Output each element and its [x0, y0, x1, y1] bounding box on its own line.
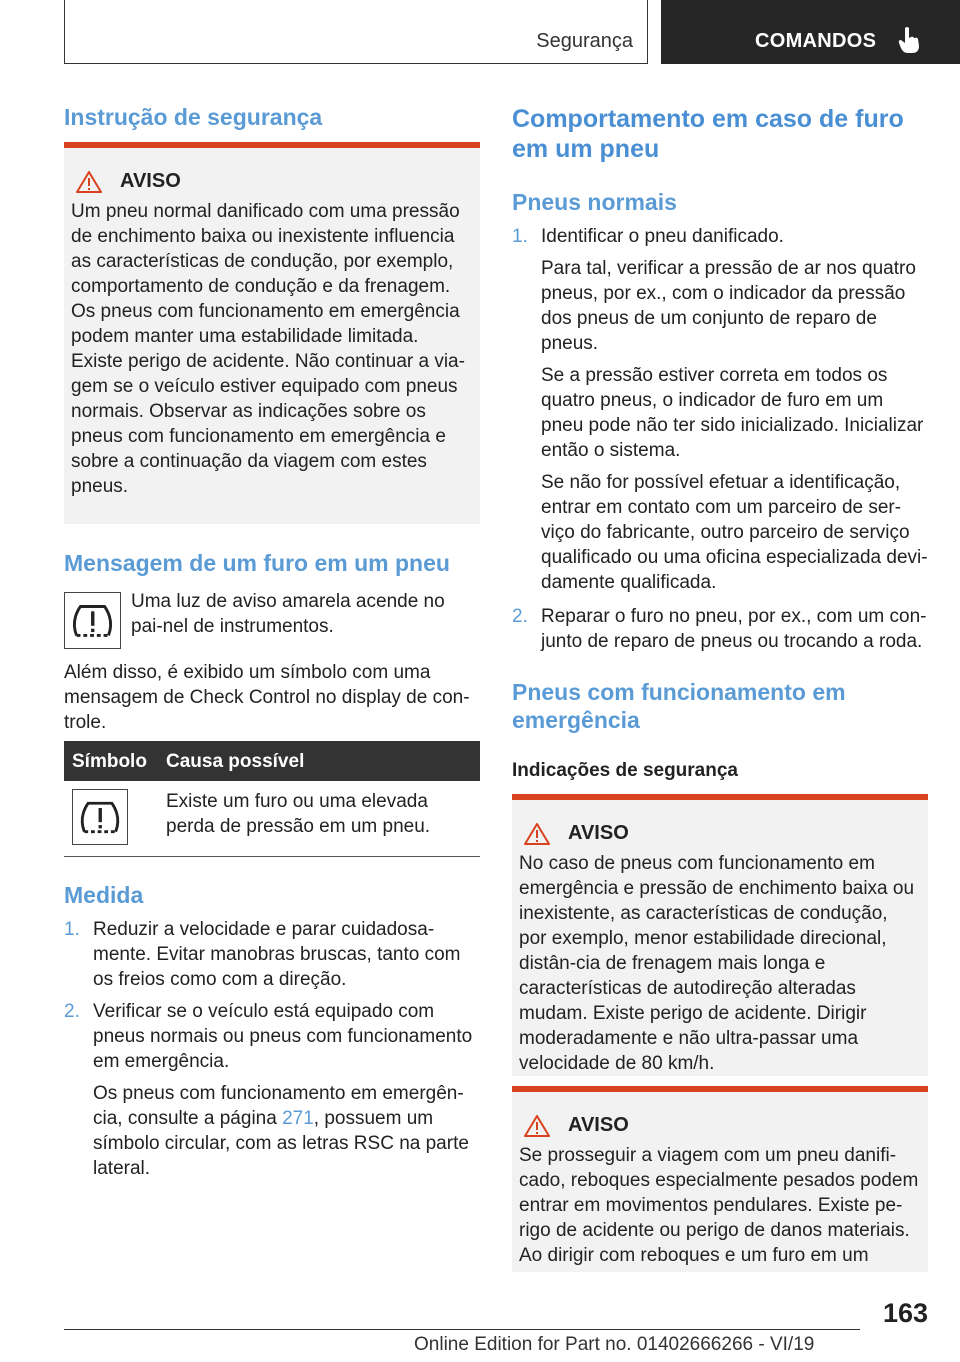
measure-step-2: [64, 999, 480, 1181]
runflat-heading: Pneus com funcionamento em emergência: [512, 679, 846, 733]
page-link[interactable]: 271: [282, 1108, 314, 1129]
tire-pressure-warning-icon: [64, 592, 121, 649]
warning-box-2: [512, 794, 928, 1076]
step-text: Identificar o pneu danificado.: [541, 226, 784, 247]
step-number: 1.: [64, 919, 80, 940]
warning-box-1: [64, 142, 480, 524]
table-col-cause: Causa possível: [166, 751, 305, 772]
message-paragraph: Além disso, é exibido um símbolo com uma mensagem de Check Control no display de con-trole.: [64, 662, 470, 733]
header-left-box: [64, 0, 648, 64]
table-tire-pressure-icon: [72, 789, 128, 845]
page-number: 163: [882, 1298, 928, 1328]
measure-heading: Medida: [64, 882, 144, 908]
edition-text: Online Edition for Part no. 01402666266 - VI/19: [414, 1334, 815, 1355]
warning-triangle-icon: [76, 171, 102, 193]
warning-triangle-icon: [524, 823, 550, 845]
warning-text: No caso de pneus com funcionamento em emergência e pressão de enchimento baixa ou inexistente, as características de condução, por exemplo, menor estabilidade direcional, distân-cia de frenagem mais longa e características de autodireção alteradas mudam. Existe perigo de acidente. Dirigir moderadamente e não ultra-passar uma velocidade de 80 km/h.: [519, 853, 915, 1074]
safety-instruction-heading: Instrução de segurança: [64, 104, 323, 130]
right-main-heading: Comportamento em caso de furo em um pneu: [512, 105, 904, 163]
step-text: Verificar se o veículo está equipado com pneus normais ou pneus com funcionamento em emergência.: [93, 1001, 473, 1072]
warning-title: AVISO: [120, 170, 181, 192]
header-chapter-tab: [661, 0, 960, 64]
normal-tires-heading: Pneus normais: [512, 189, 677, 215]
safety-subheading: Indicações de segurança: [512, 760, 738, 781]
step-paragraph-3: Se não for possível efetuar a identificação, entrar em contato com um parceiro de ser-viço do fabricante, outro parceiro de serviço qualificado ou uma oficina especializada devi-damente qualificada.: [541, 472, 928, 593]
chapter-title: COMANDOS: [755, 30, 877, 52]
section-title: Segurança: [536, 30, 633, 52]
step-paragraph-1: Para tal, verificar a pressão de ar nos quatro pneus, por ex., com o indicador da pressão dos pneus de um conjunto de reparo de pneus.: [541, 258, 916, 354]
table-bottom-rule: [64, 856, 480, 857]
warning-title: AVISO: [568, 1114, 629, 1136]
warning-triangle-icon: [524, 1115, 550, 1137]
step-text: Reparar o furo no pneu, por ex., com um con-junto de reparo de pneus ou trocando a roda.: [541, 606, 927, 652]
warning-text: Um pneu normal danificado com uma pressão de enchimento baixa ou inexistente influencia as características de condução, por exemplo, comportamento de condução e da frenagem. Os pneus com funcionamento em emergência podem manter uma estabilidade limitada. Existe perigo de acidente. Não continuar a via-gem se o veículo estiver equipado com pneus normais. Observar as indicações sobre os pneus com funcionamento em emergência e sobre a continuação da viagem com estes pneus.: [71, 201, 465, 497]
normal-step-1: [512, 224, 928, 602]
normal-step-2: [512, 604, 928, 654]
table-row-cause: Existe um furo ou uma elevada perda de pressão em um pneu.: [166, 791, 431, 837]
step-note: Os pneus com funcionamento em emergên-cia, consulte a página 271, possuem um símbolo circular, com as letras RSC na parte lateral.: [93, 1083, 469, 1179]
table-col-symbol: Símbolo: [72, 751, 147, 772]
step-number: 2.: [512, 606, 528, 627]
step-text: Reduzir a velocidade e parar cuidadosa-mente. Evitar manobras bruscas, tanto com os freios como com a direção.: [93, 919, 461, 990]
warning-box-3: [512, 1086, 928, 1272]
table-header: [64, 741, 480, 781]
lamp-description: Uma luz de aviso amarela acende no pai-nel de instrumentos.: [131, 591, 445, 637]
warning-title: AVISO: [568, 822, 629, 844]
footer-rule: [64, 1329, 860, 1330]
pointing-hand-icon: [897, 26, 921, 54]
warning-text: Se prosseguir a viagem com um pneu danifi-cado, reboques especialmente pesados podem entrar em movimentos pendulares. Existe pe-rigo de acidente ou perigo de danos materiais. Ao dirigir com reboques e um furo em um: [519, 1145, 919, 1266]
step-number: 1.: [512, 226, 528, 247]
step-paragraph-2: Se a pressão estiver correta em todos os quatro pneus, o indicador de furo em um pneu pode não ter sido inicializado. Inicializar então o sistema.: [541, 365, 924, 461]
measure-step-1: [64, 917, 480, 992]
step-number: 2.: [64, 1001, 80, 1022]
message-heading: Mensagem de um furo em um pneu: [64, 550, 450, 576]
